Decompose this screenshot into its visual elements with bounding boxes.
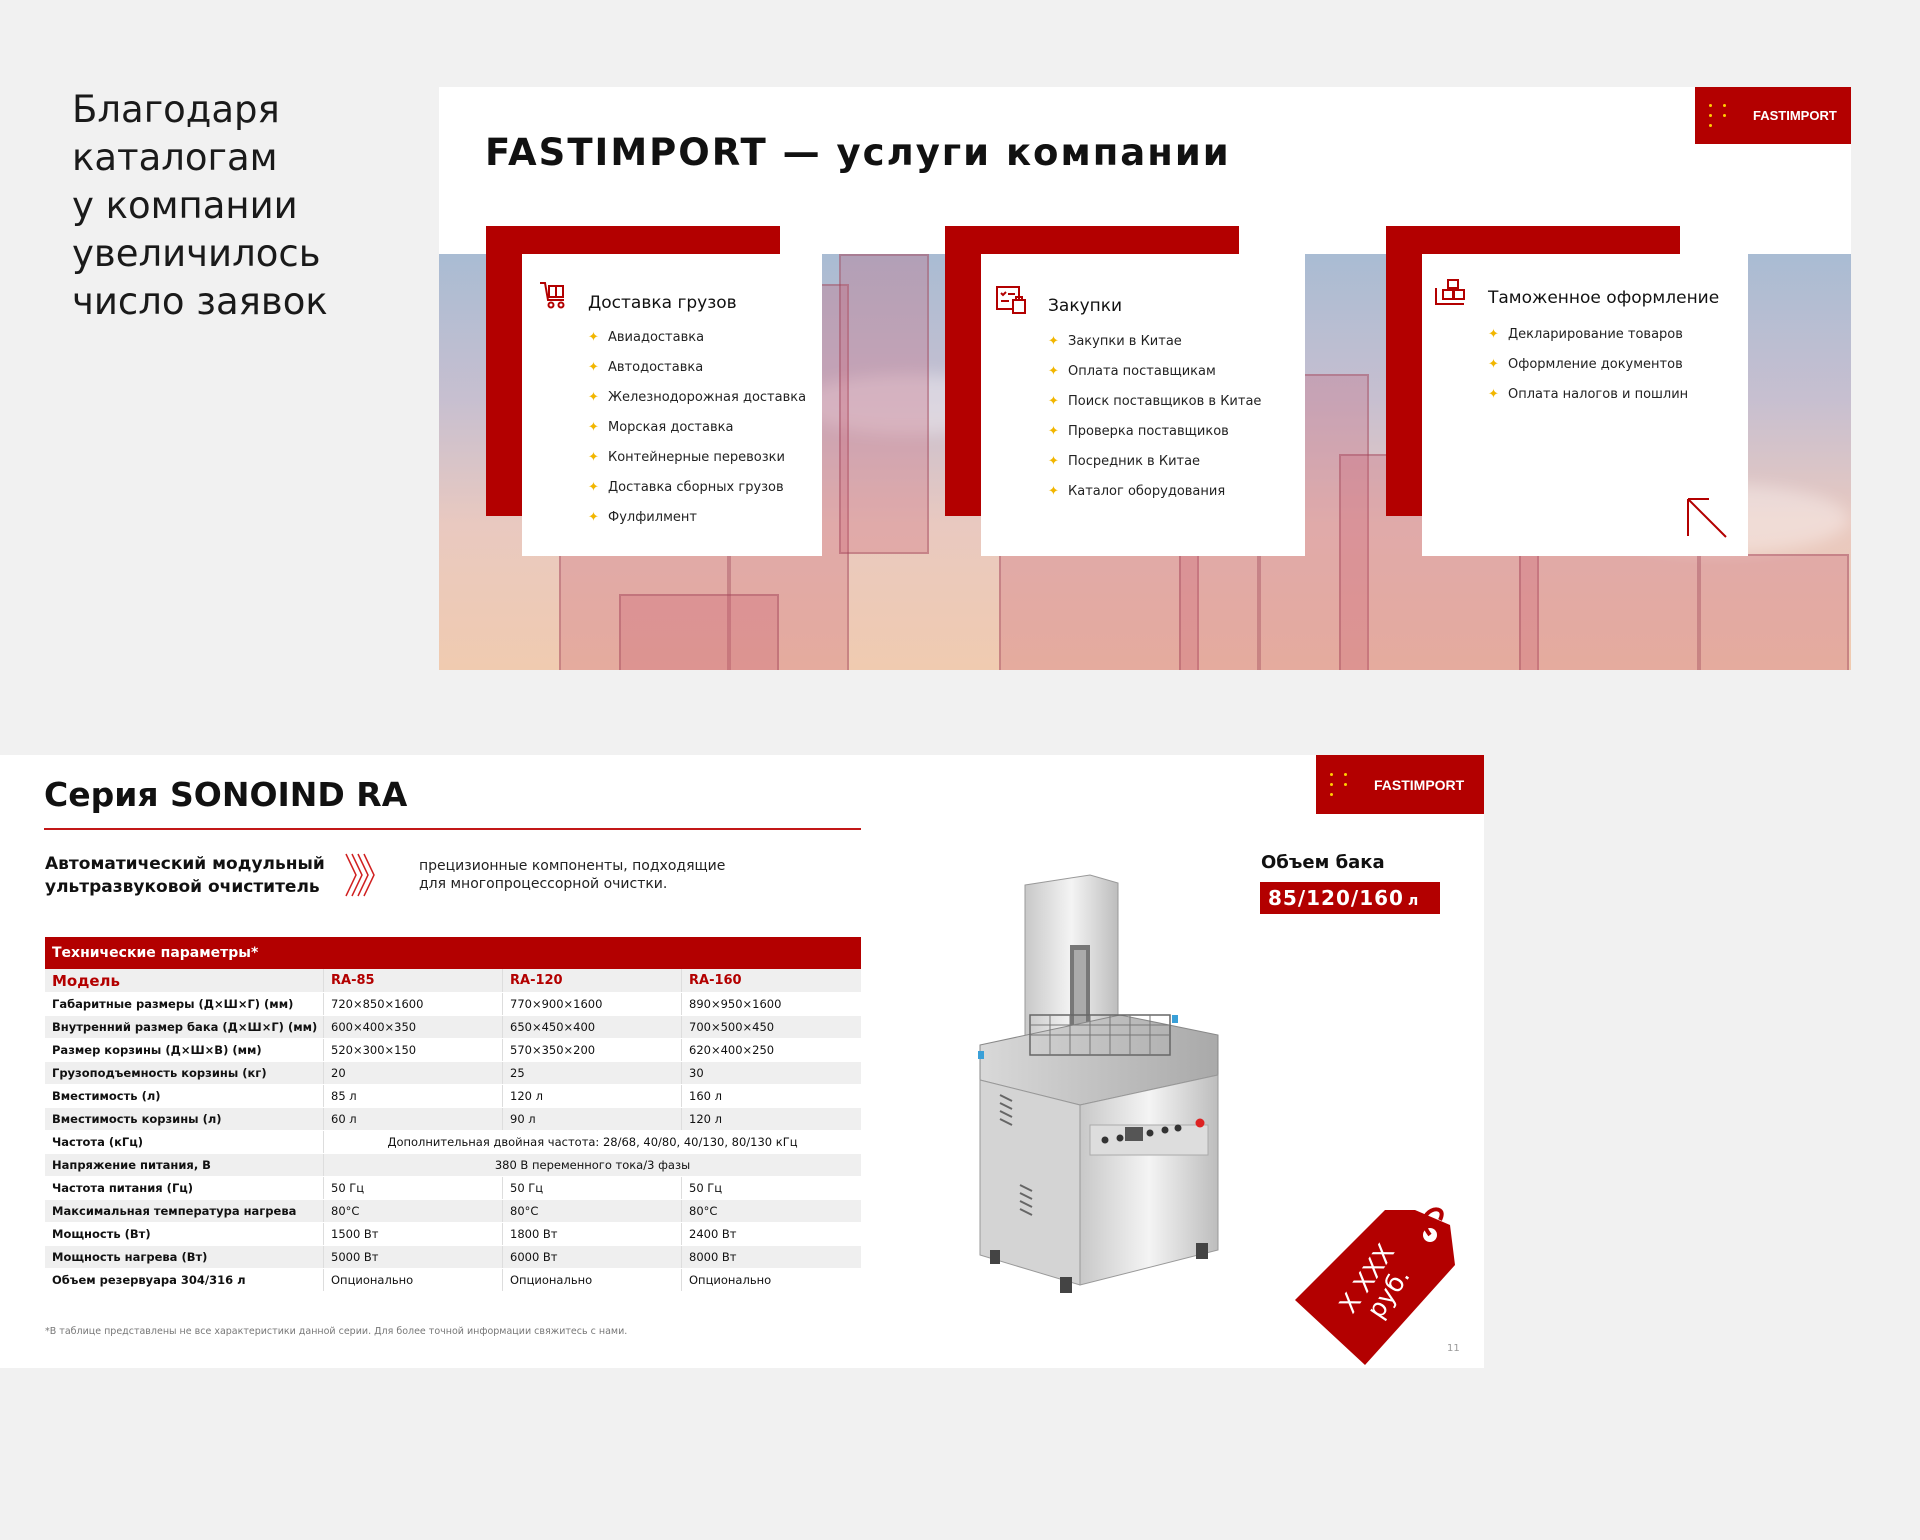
service-list (588, 328, 806, 538)
star-bullet-icon: ✦ (588, 390, 599, 405)
list-item[interactable]: ✦ Доставка сборных грузов (588, 478, 806, 508)
row-label: Грузоподъемность корзины (кг) (52, 1066, 267, 1080)
list-item[interactable]: ✦ Посредник в Китае (1048, 452, 1261, 482)
list-item[interactable]: ✦ Поиск поставщиков в Китае (1048, 392, 1261, 422)
row-value: 85 л (323, 1085, 502, 1107)
specs-table (45, 937, 861, 1292)
table-row (45, 1223, 861, 1246)
row-value: 600×400×350 (323, 1016, 502, 1038)
table-row (45, 1085, 861, 1108)
page-title: FASTIMPORT — услуги компании (485, 131, 1231, 174)
row-value: 80°C (323, 1200, 502, 1222)
row-value: 650×450×400 (502, 1016, 681, 1038)
table-row (45, 1177, 861, 1200)
list-item[interactable]: ✦ Декларирование товаров (1488, 325, 1688, 355)
row-label: Внутренний размер бака (Д×Ш×Г) (мм) (52, 1020, 318, 1034)
page-number: 11 (1447, 1343, 1460, 1354)
row-label: Мощность нагрева (Вт) (52, 1250, 208, 1264)
row-label: Частота питания (Гц) (52, 1181, 194, 1195)
star-bullet-icon: ✦ (1048, 454, 1059, 469)
caption-line: увеличилось (72, 232, 321, 275)
volume-value: 85/120/160 (1268, 886, 1404, 910)
list-item[interactable]: ✦ Закупки в Китае (1048, 332, 1261, 362)
table-row (45, 1108, 861, 1131)
logo-dots-icon (1330, 773, 1364, 796)
fastimport-logo[interactable] (1695, 87, 1851, 144)
volume-badge (1260, 882, 1440, 914)
row-value: 1500 Вт (323, 1223, 502, 1245)
row-label: Вместимость корзины (л) (52, 1112, 222, 1126)
caption-line: Благодаря (72, 88, 280, 131)
caption-line: каталогам (72, 136, 278, 179)
table-row (45, 993, 861, 1016)
table-row (45, 1039, 861, 1062)
star-bullet-icon: ✦ (588, 480, 599, 495)
star-bullet-icon: ✦ (1488, 357, 1499, 372)
row-value: 6000 Вт (502, 1246, 681, 1268)
table-row (45, 1062, 861, 1085)
star-bullet-icon: ✦ (588, 510, 599, 525)
product-subtitle: Автоматический модульный ультразвуковой очиститель (45, 854, 325, 897)
service-card-delivery[interactable] (522, 254, 822, 556)
product-slide (0, 755, 1484, 1368)
logo-dots-icon (1709, 104, 1743, 127)
row-value: 90 л (502, 1108, 681, 1130)
list-item[interactable]: ✦ Морская доставка (588, 418, 806, 448)
list-item[interactable]: ✦ Проверка поставщиков (1048, 422, 1261, 452)
table-row (45, 1016, 861, 1039)
boxes-icon (1434, 278, 1466, 310)
card-title: Закупки (1048, 296, 1123, 316)
star-bullet-icon: ✦ (588, 360, 599, 375)
row-label: Частота (кГц) (52, 1135, 144, 1149)
volume-label: Объем бака (1261, 852, 1385, 873)
row-spanned-value: Дополнительная двойная частота: 28/68, 40/80, 40/130, 80/130 кГц (323, 1131, 861, 1153)
column-header: RA-160 (681, 969, 860, 992)
list-item[interactable]: ✦ Каталог оборудования (1048, 482, 1261, 512)
row-label: Напряжение питания, В (52, 1158, 211, 1172)
product-series-title: Серия SONOIND RA (44, 775, 408, 814)
row-label: Мощность (Вт) (52, 1227, 151, 1241)
row-value: 770×900×1600 (502, 993, 681, 1015)
list-item[interactable]: ✦ Контейнерные перевозки (588, 448, 806, 478)
row-value: Опционально (681, 1269, 860, 1291)
row-value: Опционально (323, 1269, 502, 1291)
services-slide (439, 87, 1851, 670)
chevrons-right-icon (344, 852, 386, 898)
row-value: 570×350×200 (502, 1039, 681, 1061)
row-value: 720×850×1600 (323, 993, 502, 1015)
star-bullet-icon: ✦ (588, 330, 599, 345)
star-bullet-icon: ✦ (1488, 387, 1499, 402)
table-row (45, 1131, 861, 1154)
row-value: 160 л (681, 1085, 860, 1107)
card-title: Доставка грузов (588, 293, 737, 313)
cart-icon (538, 279, 570, 311)
star-bullet-icon: ✦ (1488, 327, 1499, 342)
row-value: 60 л (323, 1108, 502, 1130)
volume-unit: л (1407, 893, 1420, 909)
promo-caption (72, 86, 372, 326)
row-label: Вместимость (л) (52, 1089, 161, 1103)
row-value: 620×400×250 (681, 1039, 860, 1061)
row-value: 8000 Вт (681, 1246, 860, 1268)
list-item[interactable]: ✦ Автодоставка (588, 358, 806, 388)
logo-text: FASTIMPORT (1374, 776, 1465, 793)
service-card-purchasing[interactable] (981, 254, 1305, 556)
star-bullet-icon: ✦ (1048, 364, 1059, 379)
logo-text: FASTIMPORT (1753, 108, 1837, 123)
row-value: Опционально (502, 1269, 681, 1291)
row-label: Максимальная температура нагрева (52, 1204, 297, 1218)
service-card-customs[interactable] (1422, 254, 1748, 556)
row-label: Размер корзины (Д×Ш×В) (мм) (52, 1043, 262, 1057)
row-value: 120 л (502, 1085, 681, 1107)
title-divider (44, 828, 861, 830)
row-value: 5000 Вт (323, 1246, 502, 1268)
service-list (1488, 325, 1688, 415)
row-label: Объем резервуара 304/316 л (52, 1273, 246, 1287)
table-footnote: *В таблице представлены не все характеристики данной серии. Для более точной информации свяжитесь с нами. (45, 1326, 628, 1337)
row-value: 30 (681, 1062, 860, 1084)
list-item[interactable]: ✦ Оплата налогов и пошлин (1488, 385, 1688, 415)
product-description: прецизионные компоненты, подходящие для многопроцессорной очистки. (419, 858, 726, 892)
list-item[interactable]: ✦ Авиадоставка (588, 328, 806, 358)
row-value: 120 л (681, 1108, 860, 1130)
row-value: 80°C (502, 1200, 681, 1222)
row-value: 25 (502, 1062, 681, 1084)
card-title: Таможенное оформление (1488, 288, 1720, 308)
table-row (45, 1269, 861, 1292)
caption-line: число заявок (72, 280, 328, 323)
row-value: 50 Гц (323, 1177, 502, 1199)
table-columns-row (45, 969, 861, 993)
row-value: 2400 Вт (681, 1223, 860, 1245)
row-spanned-value: 380 В переменного тока/3 фазы (323, 1154, 861, 1176)
caption-line: у компании (72, 184, 298, 227)
column-header: RA-120 (502, 969, 681, 992)
row-value: 520×300×150 (323, 1039, 502, 1061)
star-bullet-icon: ✦ (588, 420, 599, 435)
column-header: RA-85 (323, 969, 502, 992)
row-value: 50 Гц (502, 1177, 681, 1199)
ultrasonic-cleaner-image (960, 865, 1260, 1325)
table-row (45, 1154, 861, 1177)
checklist-icon (995, 284, 1027, 316)
row-value: 1800 Вт (502, 1223, 681, 1245)
table-header: Технические параметры* (45, 937, 861, 969)
row-value: 20 (323, 1062, 502, 1084)
star-bullet-icon: ✦ (588, 450, 599, 465)
column-header: Модель (52, 971, 120, 990)
price-tag-text: X XXX руб. (1333, 1238, 1416, 1324)
list-item[interactable]: ✦ Оформление документов (1488, 355, 1688, 385)
arrow-up-left-icon[interactable] (1685, 496, 1729, 540)
table-row (45, 1246, 861, 1269)
table-row (45, 1200, 861, 1223)
list-item[interactable]: ✦ Железнодорожная доставка (588, 388, 806, 418)
row-value: 50 Гц (681, 1177, 860, 1199)
row-label: Габаритные размеры (Д×Ш×Г) (мм) (52, 997, 294, 1011)
star-bullet-icon: ✦ (1048, 334, 1059, 349)
star-bullet-icon: ✦ (1048, 484, 1059, 499)
fastimport-logo[interactable] (1316, 755, 1484, 814)
row-value: 80°C (681, 1200, 860, 1222)
list-item[interactable]: ✦ Оплата поставщикам (1048, 362, 1261, 392)
row-value: 700×500×450 (681, 1016, 860, 1038)
list-item[interactable]: ✦ Фулфилмент (588, 508, 806, 538)
row-value: 890×950×1600 (681, 993, 860, 1015)
service-list (1048, 332, 1261, 512)
star-bullet-icon: ✦ (1048, 394, 1059, 409)
star-bullet-icon: ✦ (1048, 424, 1059, 439)
